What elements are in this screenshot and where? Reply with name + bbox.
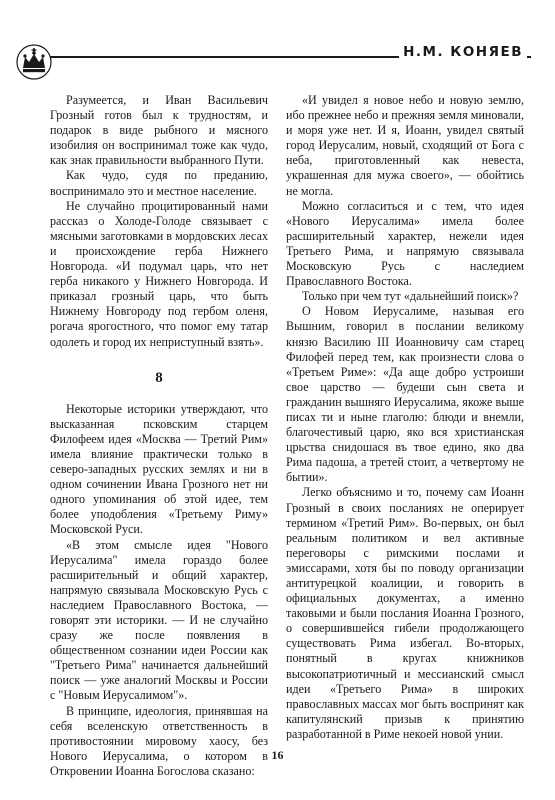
paragraph: В принципе, идеология, принявшая на себя вселенскую ответственность в противостоянии мировому хаосу, без Нового Иерусалима, о котором в Откровении Иоанна Богослова сказано: xyxy=(50,703,268,778)
paragraph: Как чудо, судя по преданию, воспринимало это и местное население. xyxy=(50,168,268,198)
page-number: 16 xyxy=(271,748,284,762)
running-header xyxy=(0,0,555,86)
paragraph: «И увидел я новое небо и новую землю, ибо прежнее небо и прежняя земля миновали, и моря уже нет. И я, Иоанн, увидел святый город Иерусалим, новый, сходящий от Бога с неба, приготовленный как невеста, украшенная для мужа своего», — обойтись не могла. xyxy=(286,93,524,198)
crown-icon xyxy=(16,44,52,80)
paragraph: О Новом Иерусалиме, называя его Вышним, говорил в послании великому князю Василию III Иоанновичу сам старец Филофей перед тем, как произнести слова о «Третьем Риме»: «Да аще добро устроиши свое царство — будеши сын света и гражданин вышняго Иерусалима, якоже выше писах ти и ныне глаголю: блюди и внемли, благочестивый царю, яко вся христианская црьства снидошася въ твое едино, яко два Рима падоша, а третей стоит, а четвертому не бытии». xyxy=(286,304,524,485)
left-column xyxy=(50,93,268,779)
paragraph: Некоторые историки утверждают, что высказанная псковским старцем Филофеем идея «Москва — Третий Рим» имела влияние практически только в северо-западных русских землях и ни в одном сочинении Ивана Грозного нет ни одного упоминания об этой идее, тем более уподобления «Третьему Риму» Московской Руси. xyxy=(50,401,268,537)
author-name: Н.М. КОНЯЕВ xyxy=(399,44,527,60)
paragraph: Разумеется, и Иван Васильевич Грозный готов был к трудностям, и подарок в виде рыбного и мясного изобилия он воспринимал тоже как чудо, как знак правильности выбранного Пути. xyxy=(50,93,268,168)
right-column xyxy=(286,93,524,742)
paragraph: Не случайно процитированный нами рассказ о Холоде-Голоде связывает с мясными заготовками в мордовских лесах и происхождение герба Нижнего Новгорода. «И подумал царь, что нет герба никакого у Нижнего Новгорода. И приказал грозный царь, что быть Нижнему Новгороду под гербом оленя, рогача ярогостного, что помог ему татар одолеть и город их неприступный взять». xyxy=(50,198,268,349)
paragraph: Только при чем тут «дальнейший поиск»? xyxy=(302,289,519,304)
paragraph: Можно согласиться и с тем, что идея «Нового Иерусалима» имела более расширительный характер, нежели идея Третьего Рима, и напрямую связывала Московскую Русь с наследием Православного Востока. xyxy=(286,198,524,289)
section-number: 8 xyxy=(155,369,163,386)
paragraph: «В этом смысле идея "Нового Иерусалима" имела гораздо более расширительный и общий характер, напрямую связывала Московскую Русь с наследием Православного Востока, — говорят эти историки. — И не случайно сразу же после появления в общественном сознании идеи России как "Третьего Рима" начинается дальнейший поиск — уже аналогий Москвы и России с "Новым Иерусалимом"». xyxy=(50,537,268,703)
paragraph: Легко объяснимо и то, почему сам Иоанн Грозный в своих посланиях не оперирует термином «Третий Рим». Во-первых, он был реальным политиком и вел активные переговоры с римскими послами и эмиссарами, хотя бы по поводу организации антитурецкой коалиции, и говорить в официальных документах, а именно таковыми и были послания Иоанна Грозного, о совершившейся гибели продолжающего существовать Рима избегал. Во-вторых, понятный в кругах книжников высокопатриотичный и мессианский смысл идеи «Третьего Рима» в широких православных массах мог быть воспринят как капитулянский призыв к принятию разработанной в Риме некоей новой унии. xyxy=(286,485,524,741)
